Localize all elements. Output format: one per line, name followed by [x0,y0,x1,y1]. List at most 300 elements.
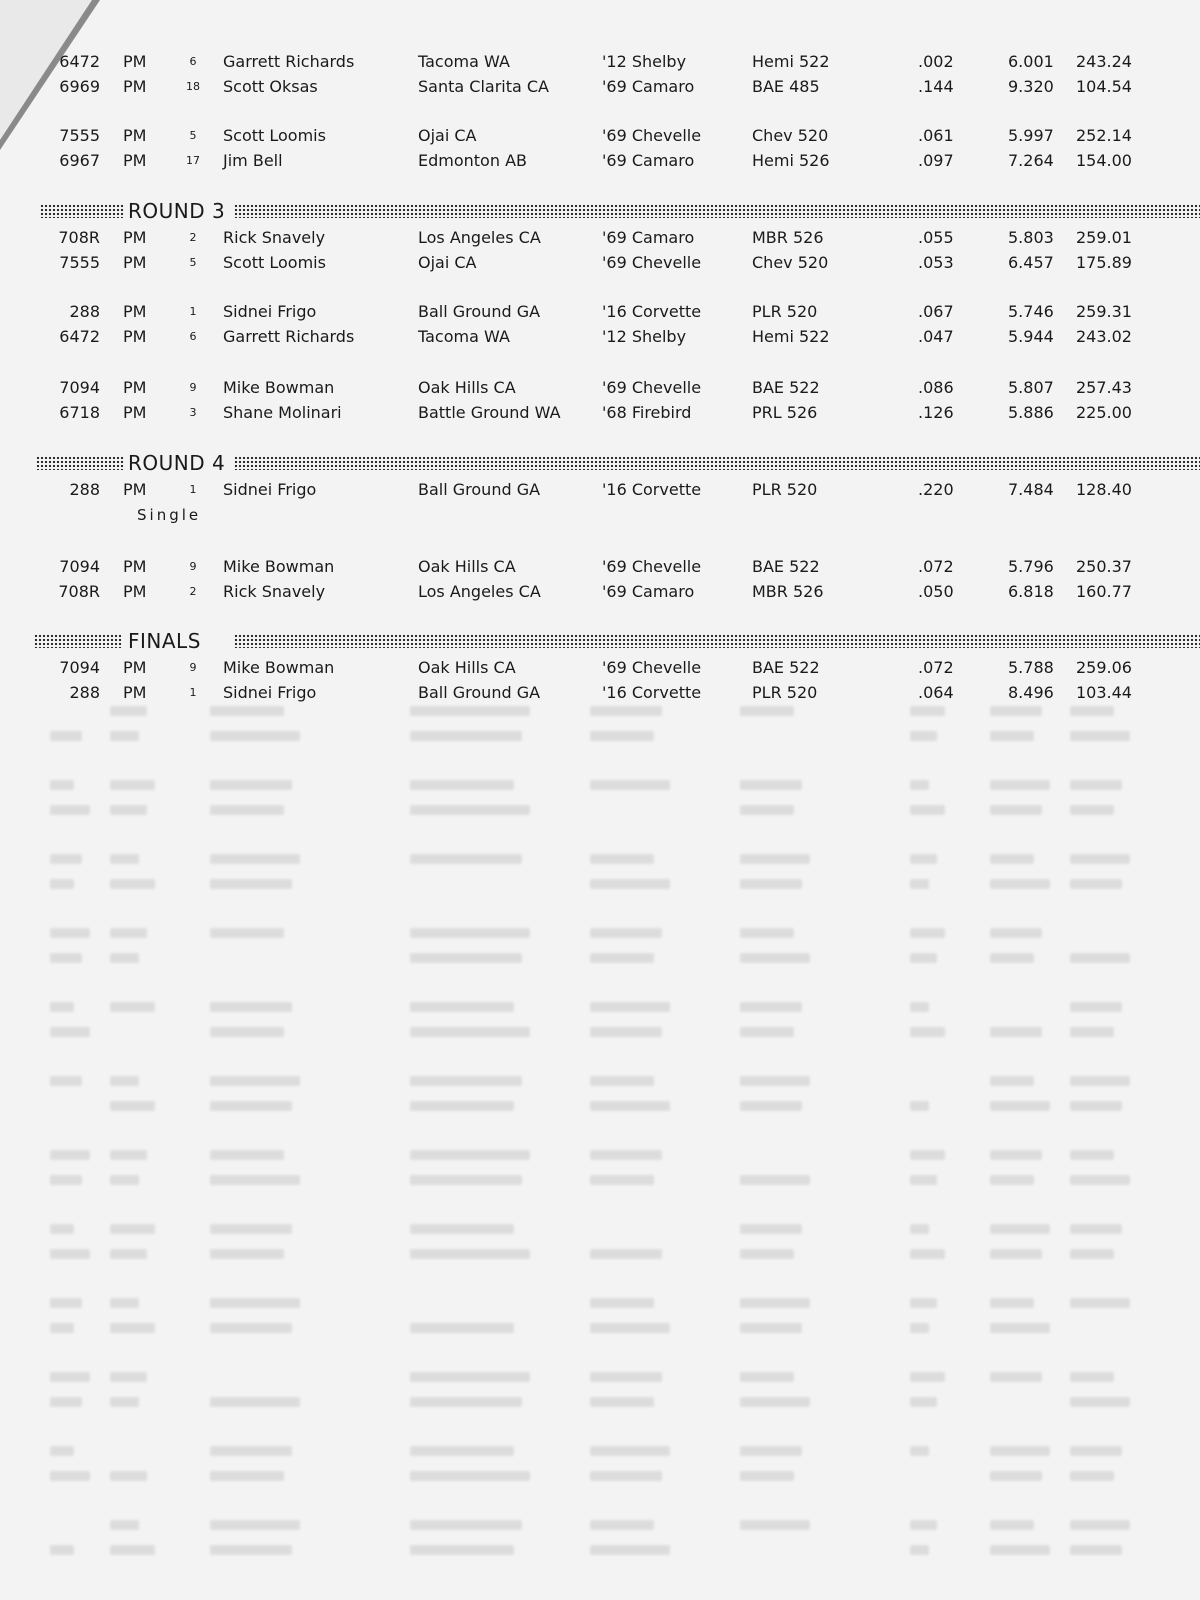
ghost-text-block [910,1298,937,1308]
ghost-text-block [110,1471,147,1481]
lane-number: 9 [189,560,197,573]
ghost-text-block [410,1545,514,1555]
elapsed-time: 9.320 [1008,77,1054,96]
driver-name: Mike Bowman [223,378,335,397]
ghost-text-block [740,1076,810,1086]
driver-name: Sidnei Frigo [223,683,317,702]
hometown: Edmonton AB [418,151,527,170]
ghost-text-block [910,1323,929,1333]
ghost-text-block [110,1076,139,1086]
ghost-text-block [110,780,155,790]
ghost-text-block [740,1175,810,1185]
car-model: '16 Corvette [602,302,702,321]
speed-mph: 259.06 [1076,658,1132,677]
engine: BAE 522 [752,557,820,576]
ghost-text-block [590,780,670,790]
dotted-rule-left [36,456,124,470]
ghost-text-block [210,1545,292,1555]
ghost-text-block [210,1150,284,1160]
hometown: Oak Hills CA [418,658,516,677]
ghost-text-block [410,731,522,741]
driver-name: Scott Loomis [223,126,326,145]
ghost-text-block [50,1446,74,1456]
class: PM [123,151,147,170]
ghost-text-block [110,1224,155,1234]
ghost-text-block [990,1249,1042,1259]
lane-number: 2 [189,231,197,244]
ghost-text-block [910,1224,929,1234]
ghost-text-block [990,854,1034,864]
ghost-text-block [1070,1545,1122,1555]
ghost-text-block [590,928,662,938]
ghost-text-block [740,953,810,963]
driver-name: Sidnei Frigo [223,302,317,321]
ghost-text-block [910,706,945,716]
ghost-text-block [910,1545,929,1555]
ghost-text-block [1070,1002,1122,1012]
car-model: '16 Corvette [602,683,702,702]
ghost-text-block [210,780,292,790]
reaction-time: .220 [918,480,954,499]
car-number: 6472 [59,327,100,346]
ghost-text-block [1070,1372,1114,1382]
result-row [0,300,1200,324]
car-number: 6472 [59,52,100,71]
reaction-time: .053 [918,253,954,272]
elapsed-time: 6.001 [1008,52,1054,71]
driver-name: Mike Bowman [223,557,335,576]
ghost-text-block [410,1249,530,1259]
ghost-text-block [910,1446,929,1456]
ghost-text-block [990,1076,1034,1086]
ghost-text-block [1070,1397,1130,1407]
engine: BAE 522 [752,378,820,397]
ghost-text-block [1070,780,1122,790]
ghost-text-block [410,1027,530,1037]
hometown: Oak Hills CA [418,557,516,576]
ghost-text-block [1070,1101,1122,1111]
speed-mph: 252.14 [1076,126,1132,145]
ghost-text-block [740,1027,794,1037]
engine: Chev 520 [752,126,829,145]
car-number: 6718 [59,403,100,422]
ghost-text-block [50,1249,90,1259]
ghost-text-block [1070,1076,1130,1086]
ghost-text-block [1070,854,1130,864]
class: PM [123,126,147,145]
ghost-text-block [410,1224,514,1234]
ghost-text-block [110,854,139,864]
lane-number: 1 [189,686,197,699]
engine: MBR 526 [752,582,824,601]
reaction-time: .055 [918,228,954,247]
result-row [0,325,1200,349]
ghost-text-block [590,879,670,889]
dotted-rule-right [234,634,1200,648]
result-row [0,251,1200,275]
reaction-time: .097 [918,151,954,170]
result-row [0,656,1200,680]
dotted-rule-right [234,456,1200,470]
ghost-text-block [910,879,929,889]
ghost-text-block [1070,1249,1114,1259]
elapsed-time: 6.457 [1008,253,1054,272]
ghost-text-block [210,1520,300,1530]
ghost-text-block [410,780,514,790]
ghost-text-block [1070,1224,1122,1234]
driver-name: Sidnei Frigo [223,480,317,499]
ghost-text-block [990,1446,1050,1456]
engine: BAE 522 [752,658,820,677]
car-model: '69 Chevelle [602,253,702,272]
class: PM [123,683,147,702]
ghost-text-block [990,1372,1042,1382]
ghost-text-block [590,1175,654,1185]
ghost-text-block [990,1520,1034,1530]
ghost-text-block [50,1002,74,1012]
car-model: '16 Corvette [602,480,702,499]
ghost-text-block [210,879,292,889]
ghost-text-block [410,1520,522,1530]
car-number: 288 [69,480,100,499]
car-model: '69 Camaro [602,151,695,170]
speed-mph: 175.89 [1076,253,1132,272]
result-row [0,478,1200,502]
ghost-text-block [910,928,945,938]
elapsed-time: 5.788 [1008,658,1054,677]
class: PM [123,658,147,677]
ghost-text-block [990,706,1042,716]
car-model: '69 Chevelle [602,126,702,145]
hometown: Ball Ground GA [418,480,541,499]
class: PM [123,480,147,499]
ghost-text-block [210,1397,300,1407]
ghost-text-block [410,1471,530,1481]
ghost-text-block [740,1224,802,1234]
ghost-text-block [740,1323,802,1333]
ghost-text-block [110,805,147,815]
ghost-text-block [910,805,945,815]
speed-mph: 250.37 [1076,557,1132,576]
ghost-text-block [740,1298,810,1308]
car-number: 7094 [59,658,100,677]
ghost-text-block [110,731,139,741]
ghost-text-block [210,1446,292,1456]
ghost-text-block [110,706,147,716]
engine: PLR 520 [752,683,818,702]
ghost-text-block [410,1446,514,1456]
reaction-time: .086 [918,378,954,397]
engine: PLR 520 [752,302,818,321]
speed-mph: 259.01 [1076,228,1132,247]
ghost-text-block [50,731,82,741]
ghost-text-block [740,1249,794,1259]
ghost-text-block [50,780,74,790]
ghost-text-block [110,1150,147,1160]
class: PM [123,52,147,71]
result-row [0,376,1200,400]
reaction-time: .064 [918,683,954,702]
ghost-text-block [50,854,82,864]
ghost-text-block [410,1150,530,1160]
ghost-text-block [590,1397,654,1407]
car-number: 288 [69,683,100,702]
ghost-text-block [990,953,1034,963]
car-number: 6969 [59,77,100,96]
driver-name: Garrett Richards [223,52,355,71]
ghost-text-block [50,1471,90,1481]
ghost-text-block [910,1175,937,1185]
car-number: 708R [58,228,100,247]
hometown: Battle Ground WA [418,403,561,422]
hometown: Oak Hills CA [418,378,516,397]
ghost-text-block [1070,1298,1130,1308]
ghost-text-block [410,1076,522,1086]
driver-name: Rick Snavely [223,582,326,601]
engine: PLR 520 [752,480,818,499]
hometown: Ojai CA [418,253,477,272]
speed-mph: 160.77 [1076,582,1132,601]
ghost-text-block [590,854,654,864]
ghost-text-block [50,1298,82,1308]
elapsed-time: 5.746 [1008,302,1054,321]
class: PM [123,253,147,272]
ghost-text-block [990,1175,1034,1185]
ghost-text-block [990,1027,1042,1037]
speed-mph: 128.40 [1076,480,1132,499]
dotted-rule-left [40,204,124,218]
ghost-text-block [590,1446,670,1456]
ghost-text-block [590,953,654,963]
ghost-text-block [410,953,522,963]
speed-mph: 225.00 [1076,403,1132,422]
ghost-text-block [590,1027,662,1037]
ghost-text-block [740,1471,794,1481]
ghost-text-block [110,1520,139,1530]
lane-number: 6 [189,330,197,343]
hometown: Ball Ground GA [418,302,541,321]
elapsed-time: 5.944 [1008,327,1054,346]
engine: MBR 526 [752,228,824,247]
class: PM [123,557,147,576]
driver-name: Mike Bowman [223,658,335,677]
ghost-text-block [50,953,82,963]
reaction-time: .067 [918,302,954,321]
ghost-text-block [410,1101,514,1111]
car-model: '68 Firebird [602,403,692,422]
reaction-time: .050 [918,582,954,601]
car-number: 288 [69,302,100,321]
driver-name: Scott Oksas [223,77,318,96]
ghost-text-block [210,1175,300,1185]
car-model: '12 Shelby [602,52,687,71]
ghost-text-block [210,805,284,815]
round-label: ROUND 3 [128,199,226,223]
ghost-text-block [590,1150,662,1160]
driver-name: Scott Loomis [223,253,326,272]
ghost-text-block [110,1101,155,1111]
ghost-text-block [1070,1471,1114,1481]
lane-number: 1 [189,483,197,496]
ghost-text-block [910,780,929,790]
ghost-text-block [410,854,522,864]
speed-mph: 103.44 [1076,683,1132,702]
hometown: Tacoma WA [418,327,510,346]
car-model: '69 Chevelle [602,557,702,576]
ghost-text-block [50,1323,74,1333]
ghost-text-block [590,1076,654,1086]
ghost-text-block [740,854,810,864]
ghost-text-block [1070,953,1130,963]
ghost-text-block [1070,731,1130,741]
lane-number: 5 [189,129,197,142]
ghost-text-block [410,1175,522,1185]
ghost-text-block [990,1471,1042,1481]
ghost-text-block [210,706,284,716]
ghost-text-block [590,1101,670,1111]
ghost-text-block [740,1397,810,1407]
lane-number: 17 [186,154,200,167]
car-model: '12 Shelby [602,327,687,346]
hometown: Los Angeles CA [418,228,541,247]
ghost-text-block [50,1224,74,1234]
ghost-text-block [50,1372,90,1382]
car-number: 6967 [59,151,100,170]
speed-mph: 243.24 [1076,52,1132,71]
class: PM [123,302,147,321]
ghost-text-block [910,1520,937,1530]
result-row [0,226,1200,250]
reaction-time: .144 [918,77,954,96]
reaction-time: .072 [918,658,954,677]
ghost-text-block [210,1249,284,1259]
ghost-text-block [50,928,90,938]
speed-mph: 243.02 [1076,327,1132,346]
ghost-text-block [910,1397,937,1407]
ghost-text-block [740,879,802,889]
ghost-text-block [210,928,284,938]
ghost-text-block [210,1027,284,1037]
class: PM [123,378,147,397]
ghost-text-block [110,953,139,963]
elapsed-time: 5.807 [1008,378,1054,397]
engine: Hemi 522 [752,327,830,346]
ghost-text-block [590,1323,670,1333]
ghost-text-block [910,1372,945,1382]
result-row [0,401,1200,425]
lane-number: 5 [189,256,197,269]
class: PM [123,582,147,601]
ghost-text-block [590,1002,670,1012]
ghost-text-block [110,879,155,889]
hometown: Los Angeles CA [418,582,541,601]
ghost-text-block [740,1446,802,1456]
round-3-header [0,198,1200,224]
ghost-text-block [410,1323,514,1333]
hometown: Tacoma WA [418,52,510,71]
ghost-text-block [740,706,794,716]
driver-name: Rick Snavely [223,228,326,247]
ghost-text-block [210,731,300,741]
ghost-text-block [740,805,794,815]
ghost-text-block [590,1471,662,1481]
ghost-text-block [910,1002,929,1012]
ghost-text-block [210,1471,284,1481]
hometown: Ball Ground GA [418,683,541,702]
elapsed-time: 5.796 [1008,557,1054,576]
ghost-text-block [210,1224,292,1234]
ghost-text-block [990,1150,1042,1160]
engine: Hemi 522 [752,52,830,71]
ghost-text-block [740,780,802,790]
car-number: 7555 [59,126,100,145]
car-model: '69 Chevelle [602,378,702,397]
ghost-text-block [110,1175,139,1185]
speed-mph: 257.43 [1076,378,1132,397]
reaction-time: .061 [918,126,954,145]
ghost-text-block [50,1545,74,1555]
ghost-text-block [1070,1027,1114,1037]
lane-number: 6 [189,55,197,68]
lane-number: 2 [189,585,197,598]
speed-mph: 259.31 [1076,302,1132,321]
ghost-text-block [990,1545,1050,1555]
ghost-text-block [410,706,530,716]
result-row [0,75,1200,99]
ghost-text-block [50,1397,82,1407]
ghost-text-block [990,731,1034,741]
driver-name: Shane Molinari [223,403,342,422]
ghost-text-block [910,1101,929,1111]
result-row [0,580,1200,604]
speed-mph: 154.00 [1076,151,1132,170]
ghost-text-block [590,1298,654,1308]
car-number: 708R [58,582,100,601]
elapsed-time: 5.886 [1008,403,1054,422]
ghost-text-block [410,1397,522,1407]
elapsed-time: 6.818 [1008,582,1054,601]
ghost-text-block [990,780,1050,790]
finals-header [0,628,1200,654]
engine: Chev 520 [752,253,829,272]
ghost-text-block [210,1101,292,1111]
result-row [0,124,1200,148]
ghost-text-block [590,1249,662,1259]
ghost-text-block [50,1150,90,1160]
ghost-text-block [110,1298,139,1308]
engine: BAE 485 [752,77,820,96]
reaction-time: .126 [918,403,954,422]
ghost-text-block [410,928,530,938]
ghost-text-block [50,879,74,889]
result-row [0,50,1200,74]
ghost-text-block [110,1397,139,1407]
elapsed-time: 5.803 [1008,228,1054,247]
car-model: '69 Camaro [602,582,695,601]
ghost-text-block [990,879,1050,889]
car-number: 7094 [59,557,100,576]
hometown: Ojai CA [418,126,477,145]
ghost-text-block [590,731,654,741]
ghost-text-block [110,928,147,938]
ghost-text-block [210,1002,292,1012]
driver-name: Garrett Richards [223,327,355,346]
result-row [0,681,1200,705]
ghost-text-block [1070,1175,1130,1185]
ghost-text-block [590,1545,670,1555]
ghost-text-block [590,706,662,716]
ghost-text-block [50,1175,82,1185]
